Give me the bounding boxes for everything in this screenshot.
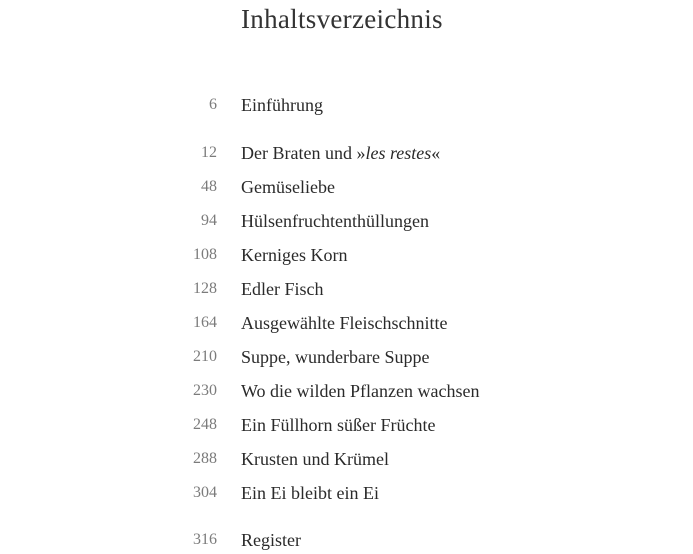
- toc-entry[interactable]: [0, 413, 693, 437]
- toc-page-number: 108: [193, 246, 217, 263]
- toc-entry[interactable]: [0, 311, 693, 335]
- toc-chapter-title-quoted: les restes: [365, 143, 432, 163]
- close-quote: «: [431, 143, 441, 163]
- toc-chapter-title: Einführung: [241, 95, 323, 115]
- toc-chapter-title: Suppe, wunderbare Suppe: [241, 347, 430, 367]
- toc-page-number: 316: [193, 531, 217, 548]
- toc-chapter-title-text: Der Braten und: [241, 143, 352, 163]
- toc-page-number: 230: [193, 382, 217, 399]
- toc-page-number: 12: [201, 144, 217, 161]
- toc-chapter-title: [241, 141, 440, 165]
- toc-page-number: 288: [193, 450, 217, 467]
- toc-page-number: 48: [201, 178, 217, 195]
- toc-page-number: 6: [209, 96, 217, 113]
- toc-entry[interactable]: [0, 243, 693, 267]
- toc-page-number: 164: [193, 314, 217, 331]
- toc-page-number: 128: [193, 280, 217, 297]
- toc-chapter-title: Ein Füllhorn süßer Früchte: [241, 415, 436, 435]
- toc-entry[interactable]: [0, 447, 693, 471]
- toc-entry[interactable]: [0, 345, 693, 369]
- toc-chapter-title: Edler Fisch: [241, 279, 324, 299]
- toc-page-number: 248: [193, 416, 217, 433]
- toc-page-number: 94: [201, 212, 217, 229]
- page-title: Inhaltsverzeichnis: [241, 4, 443, 34]
- toc-page-number: 304: [193, 484, 217, 501]
- toc-page-number: 210: [193, 348, 217, 365]
- toc-entry[interactable]: [0, 528, 693, 552]
- toc-entry[interactable]: [0, 481, 693, 505]
- toc-chapter-title: Ein Ei bleibt ein Ei: [241, 483, 379, 503]
- toc-entry[interactable]: [0, 175, 693, 199]
- toc-entry[interactable]: [0, 277, 693, 301]
- toc-chapter-title: Gemüseliebe: [241, 177, 335, 197]
- toc-chapter-title: Register: [241, 530, 301, 550]
- toc-entry[interactable]: [0, 93, 693, 117]
- open-quote: »: [356, 143, 366, 163]
- toc-chapter-title: Hülsenfruchtenthüllungen: [241, 211, 429, 231]
- toc-chapter-title: Ausgewählte Fleischschnitte: [241, 313, 448, 333]
- toc-chapter-title: Krusten und Krümel: [241, 449, 389, 469]
- toc-chapter-title: Kerniges Korn: [241, 245, 348, 265]
- toc-entry[interactable]: [0, 141, 693, 165]
- toc-chapter-title: Wo die wilden Pflanzen wachsen: [241, 381, 480, 401]
- toc-entry[interactable]: [0, 209, 693, 233]
- toc-entry[interactable]: [0, 379, 693, 403]
